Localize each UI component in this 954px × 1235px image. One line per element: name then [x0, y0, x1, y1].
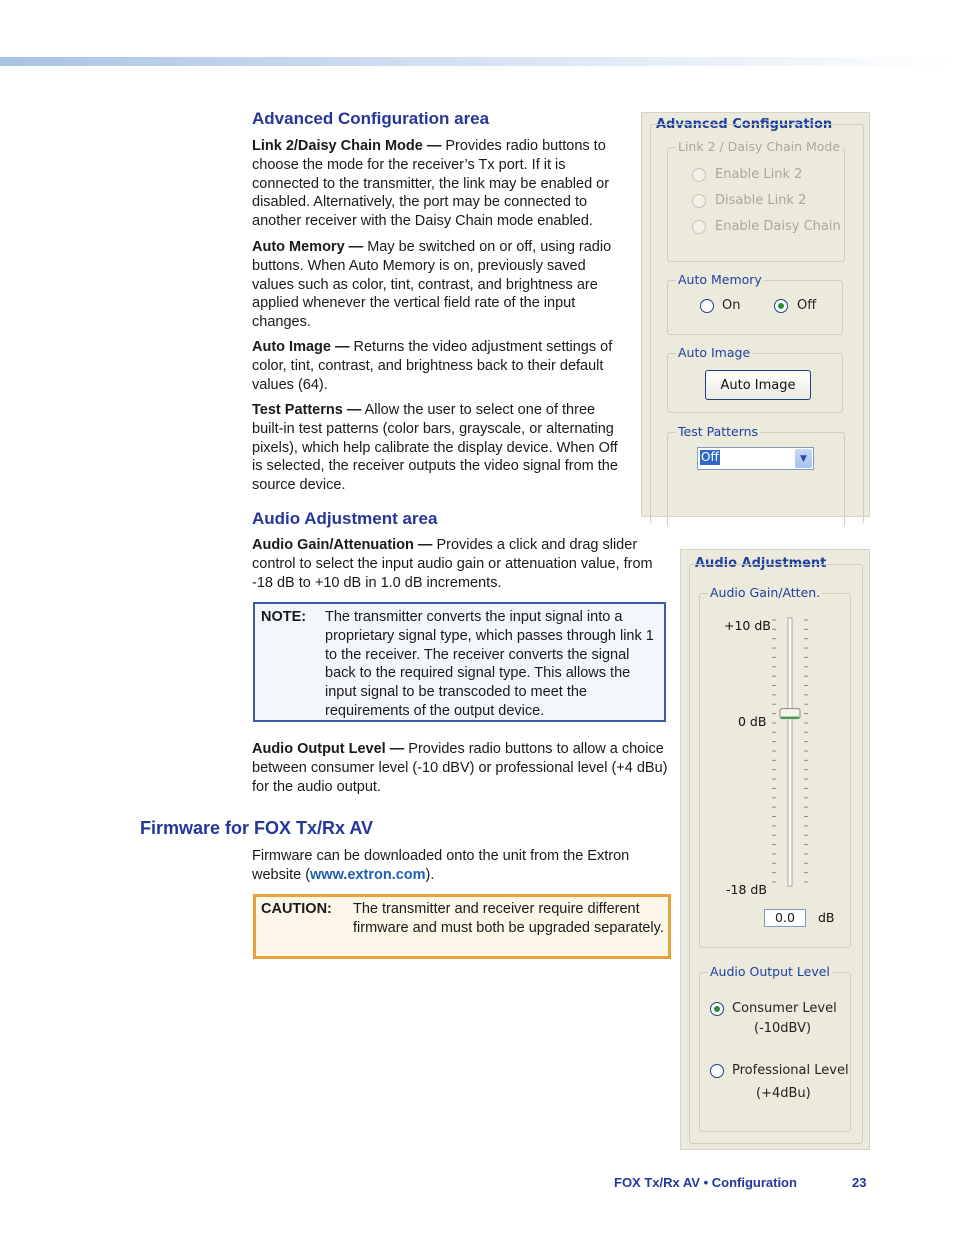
advanced-config-heading: Advanced Configuration area	[252, 109, 490, 128]
firmware-text: Firmware can be downloaded onto the unit from the Extron website (	[252, 848, 630, 883]
note-label: NOTE:	[261, 609, 307, 625]
output-level-group	[699, 964, 851, 1132]
page-number: 23	[852, 1175, 867, 1190]
header-gradient-bar	[0, 57, 954, 66]
link2-text: Provides radio buttons to choose the mode for the receiver’s Tx port. If it is connected to the transmitter, the link may be enabled or disabled. Alternatively, the port may be connected to another receiver with the Daisy Chain mode enabled.	[252, 138, 610, 230]
auto-memory-off-radio[interactable]	[774, 299, 788, 313]
gain-term: Audio Gain/Attenuation —	[252, 537, 433, 553]
testpat-text: Allow the user to select one of three built-in test patterns (color bars, grayscale, or alternating pixels), which help calibrate the display device. When Off is selected, the receiver outputs the video signal from the source device.	[252, 402, 618, 494]
automem-text: May be switched on or off, using radio buttons. When Auto Memory is on, previously saved values such as color, tint, contrast, and brightness are applied whenever the vertical field rate of the input changes.	[252, 239, 612, 331]
auto-memory-on-label: On	[722, 298, 741, 313]
chevron-down-icon[interactable]: ▼	[795, 449, 812, 468]
firmware-text-end: ).	[425, 866, 435, 883]
testpat-paragraph	[252, 401, 627, 495]
auto-memory-on-radio[interactable]	[700, 299, 714, 313]
caution-label: CAUTION:	[261, 901, 332, 917]
gain-slider[interactable]	[760, 614, 820, 894]
enable-daisy-chain-label: Enable Daisy Chain	[715, 219, 841, 234]
consumer-level-radio[interactable]	[710, 1002, 724, 1016]
test-patterns-value: Off	[701, 450, 719, 464]
autoimage-term: Auto Image —	[252, 339, 350, 355]
link2-term: Link 2/Daisy Chain Mode —	[252, 138, 442, 154]
firmware-paragraph	[252, 847, 662, 885]
autoimage-paragraph	[252, 338, 627, 394]
audio-adjust-heading: Audio Adjustment area	[252, 509, 438, 528]
footer-title: FOX Tx/Rx AV • Configuration	[614, 1175, 797, 1190]
gain-label-top: +10 dB	[724, 618, 771, 633]
gain-legend: Audio Gain/Atten.	[710, 585, 821, 600]
auto-memory-legend: Auto Memory	[678, 272, 762, 287]
firmware-heading: Firmware for FOX Tx/Rx AV	[140, 818, 374, 838]
slider-track	[788, 618, 792, 886]
note-text: The transmitter converts the input signal into a proprietary signal type, which passes through link 1 to the receiver. The receiver converts the signal back to the required signal type. This allows the input signal to be transcoded to meet the requirements of the output device.	[325, 609, 654, 719]
audio-panel-title: Audio Adjustment	[695, 556, 827, 571]
enable-link2-radio[interactable]	[692, 168, 706, 182]
auto-image-legend: Auto Image	[678, 345, 751, 360]
disable-link2-label: Disable Link 2	[715, 193, 807, 208]
output-paragraph	[252, 740, 668, 796]
advanced-panel-title: Advanced Configuration	[656, 117, 833, 132]
testpat-term: Test Patterns —	[252, 402, 362, 418]
gain-label-bottom: -18 dB	[726, 882, 767, 897]
gain-text: Provides a click and drag slider control to select the input audio gain or attenuation value, from -18 dB to +10 dB in 1.0 dB increments.	[252, 537, 653, 591]
auto-memory-group	[667, 272, 843, 335]
caution-box	[253, 894, 671, 959]
automem-term: Auto Memory —	[252, 239, 364, 255]
caution-text: The transmitter and receiver require different firmware and must both be upgraded separately.	[353, 901, 664, 936]
professional-level-radio[interactable]	[710, 1064, 724, 1078]
auto-image-group	[667, 345, 843, 413]
output-level-legend: Audio Output Level	[710, 964, 830, 979]
test-patterns-select[interactable]	[697, 447, 814, 470]
enable-daisy-chain-radio[interactable]	[692, 220, 706, 234]
autoimage-text: Returns the video adjustment settings of color, tint, contrast, and brightness back to their default values (64).	[252, 339, 613, 393]
gain-label-mid: 0 dB	[738, 714, 767, 729]
gain-value-field[interactable]: 0.0	[764, 909, 806, 927]
extron-website-link[interactable]: www.extron.com	[310, 866, 426, 883]
gain-group	[699, 585, 851, 948]
audio-adjust-panel	[680, 549, 870, 1150]
test-patterns-group	[667, 424, 845, 527]
consumer-level-sub: (-10dBV)	[754, 1021, 812, 1036]
gain-unit-label: dB	[818, 910, 835, 925]
enable-link2-label: Enable Link 2	[715, 167, 803, 182]
note-box	[253, 602, 666, 722]
auto-image-button[interactable]: Auto Image	[705, 370, 811, 400]
disable-link2-radio[interactable]	[692, 194, 706, 208]
automem-paragraph	[252, 238, 627, 332]
auto-memory-off-label: Off	[797, 298, 817, 313]
consumer-level-label: Consumer Level	[732, 1001, 837, 1016]
link2-paragraph	[252, 137, 627, 231]
link-mode-legend: Link 2 / Daisy Chain Mode	[678, 139, 841, 154]
gain-paragraph	[252, 536, 666, 592]
advanced-config-panel	[641, 112, 870, 517]
output-text: Provides radio buttons to allow a choice between consumer level (-10 dBV) or professional level (+4 dBu) for the audio output.	[252, 741, 668, 795]
slider-thumb[interactable]	[780, 709, 800, 719]
professional-level-label: Professional Level	[732, 1063, 849, 1078]
link-mode-group	[667, 139, 845, 262]
output-term: Audio Output Level —	[252, 741, 405, 757]
professional-level-sub: (+4dBu)	[756, 1086, 811, 1101]
test-patterns-legend: Test Patterns	[678, 424, 759, 439]
